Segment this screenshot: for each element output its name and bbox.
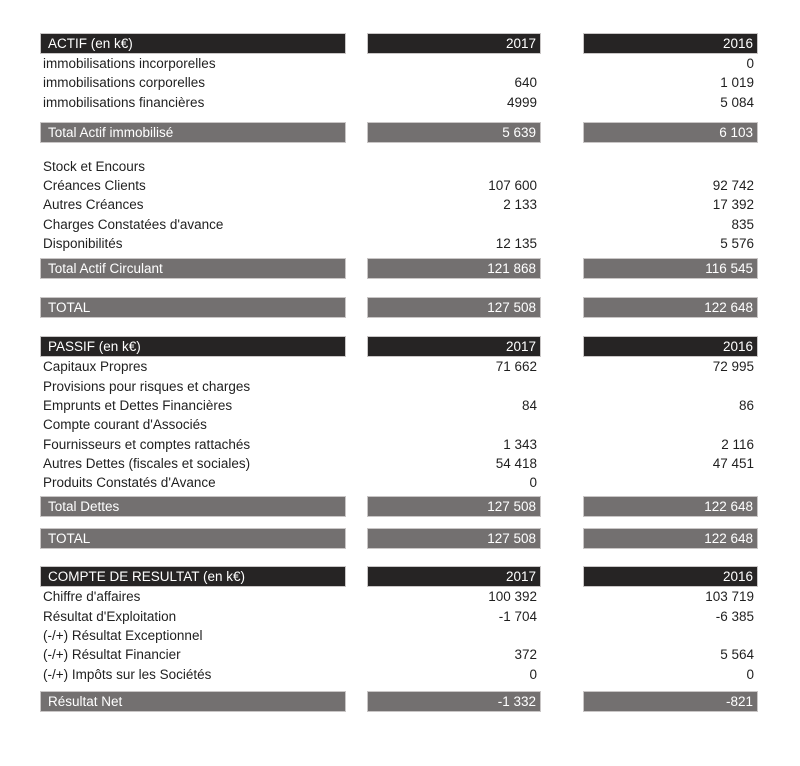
- table-row: [40, 645, 758, 664]
- value-2017: 121 868: [367, 258, 541, 279]
- value-2016: 0: [746, 666, 754, 682]
- column-gap: [346, 157, 367, 176]
- column-gap: [541, 587, 583, 606]
- value-2016: 5 564: [720, 647, 754, 663]
- table-row: [40, 665, 758, 684]
- value-2016: 103 719: [705, 589, 754, 605]
- value-2016: 6 103: [583, 122, 758, 143]
- year-header-2017: 2017: [367, 336, 541, 357]
- value-2016: 5 576: [720, 236, 754, 252]
- column-gap: [346, 496, 367, 517]
- column-gap: [346, 195, 367, 214]
- column-gap: [346, 357, 367, 376]
- column-gap: [541, 454, 583, 473]
- table-row: [40, 215, 758, 234]
- column-gap: [541, 234, 583, 253]
- year-header-2016: 2016: [583, 566, 758, 587]
- value-2016: 86: [738, 397, 754, 413]
- value-2016: 122 648: [583, 297, 758, 318]
- column-gap: [346, 665, 367, 684]
- value-2017: 372: [514, 647, 537, 663]
- value-2017: 127 508: [367, 496, 541, 517]
- table-row: [40, 454, 758, 473]
- row-spacer: [0, 279, 800, 297]
- value-2016: 2 116: [721, 436, 754, 452]
- value-2016: [583, 415, 758, 434]
- column-gap: [541, 691, 583, 712]
- value-2016: [583, 377, 758, 396]
- column-gap: [346, 566, 367, 587]
- value-2017: 12 135: [495, 236, 537, 252]
- section-title: PASSIF (en k€): [40, 336, 346, 357]
- value-2017: 2 133: [503, 197, 537, 213]
- column-gap: [541, 665, 583, 684]
- value-2017: 4999: [506, 94, 537, 110]
- row-label: Résultat Net: [40, 691, 346, 712]
- column-gap: [346, 528, 367, 549]
- column-gap: [346, 122, 367, 143]
- column-gap: [541, 415, 583, 434]
- value-2017: [367, 215, 541, 234]
- column-gap: [346, 93, 367, 112]
- row-label: Produits Constatés d'Avance: [43, 475, 216, 491]
- total-row: [40, 528, 758, 549]
- value-2017: [367, 54, 541, 73]
- column-gap: [541, 566, 583, 587]
- column-gap: [541, 195, 583, 214]
- column-gap: [346, 215, 367, 234]
- value-2017: [367, 626, 541, 645]
- row-spacer: [0, 318, 800, 336]
- column-gap: [541, 607, 583, 626]
- row-label: Fournisseurs et comptes rattachés: [43, 436, 251, 452]
- column-gap: [541, 645, 583, 664]
- table-row: [40, 176, 758, 195]
- total-row: [40, 691, 758, 712]
- table-row: [40, 415, 758, 434]
- column-gap: [541, 258, 583, 279]
- column-gap: [541, 73, 583, 92]
- column-gap: [346, 54, 367, 73]
- row-label: Capitaux Propres: [43, 359, 148, 375]
- table-row: [40, 377, 758, 396]
- column-gap: [541, 626, 583, 645]
- value-2017: 100 392: [488, 589, 537, 605]
- column-gap: [346, 607, 367, 626]
- total-row: [40, 496, 758, 517]
- table-row: [40, 396, 758, 415]
- table-row: [40, 357, 758, 376]
- value-2017: [367, 377, 541, 396]
- total-row: [40, 122, 758, 143]
- section-header-row: [40, 336, 758, 357]
- column-gap: [541, 528, 583, 549]
- row-spacer: [0, 684, 800, 691]
- row-label: immobilisations corporelles: [43, 75, 206, 91]
- column-gap: [346, 234, 367, 253]
- value-2016: -821: [583, 691, 758, 712]
- value-2016: 835: [731, 216, 754, 232]
- row-spacer: [0, 112, 800, 122]
- value-2016: [583, 626, 758, 645]
- value-2017: 127 508: [367, 528, 541, 549]
- value-2017: 71 662: [495, 359, 537, 375]
- column-gap: [541, 336, 583, 357]
- column-gap: [346, 396, 367, 415]
- total-row: [40, 258, 758, 279]
- column-gap: [541, 157, 583, 176]
- value-2016: 0: [746, 56, 754, 71]
- total-row: [40, 297, 758, 318]
- value-2016: [583, 473, 758, 492]
- row-label: Autres Dettes (fiscales et sociales): [43, 455, 251, 471]
- row-spacer: [0, 549, 800, 566]
- column-gap: [346, 645, 367, 664]
- value-2016: [583, 157, 758, 176]
- column-gap: [541, 33, 583, 54]
- year-header-2016: 2016: [583, 336, 758, 357]
- value-2016: 1 019: [720, 75, 754, 91]
- value-2017: 54 418: [495, 455, 537, 471]
- row-label: (-/+) Résultat Exceptionnel: [43, 628, 203, 644]
- value-2016: 122 648: [583, 528, 758, 549]
- column-gap: [346, 73, 367, 92]
- column-gap: [346, 691, 367, 712]
- column-gap: [541, 215, 583, 234]
- row-spacer: [0, 517, 800, 528]
- table-row: [40, 626, 758, 645]
- column-gap: [346, 297, 367, 318]
- column-gap: [346, 415, 367, 434]
- column-gap: [541, 122, 583, 143]
- column-gap: [346, 377, 367, 396]
- column-gap: [346, 626, 367, 645]
- value-2017: 5 639: [367, 122, 541, 143]
- year-header-2017: 2017: [367, 566, 541, 587]
- row-spacer: [0, 143, 800, 157]
- value-2017: 640: [514, 75, 537, 91]
- table-row: [40, 157, 758, 176]
- table-row: [40, 234, 758, 253]
- column-gap: [346, 473, 367, 492]
- row-label: Disponibilités: [43, 236, 123, 252]
- column-gap: [541, 93, 583, 112]
- value-2017: -1 704: [498, 608, 537, 624]
- value-2016: 5 084: [720, 94, 754, 110]
- row-label: Stock et Encours: [43, 158, 146, 174]
- value-2017: 1 343: [503, 436, 537, 452]
- column-gap: [346, 336, 367, 357]
- statement-body: [0, 33, 800, 712]
- column-gap: [346, 435, 367, 454]
- column-gap: [346, 33, 367, 54]
- column-gap: [346, 587, 367, 606]
- row-label: (-/+) Impôts sur les Sociétés: [43, 666, 212, 682]
- row-label: Total Dettes: [40, 496, 346, 517]
- row-label: Emprunts et Dettes Financières: [43, 397, 233, 413]
- value-2016: 92 742: [712, 178, 754, 194]
- row-label: immobilisations financières: [43, 94, 205, 110]
- value-2016: -6 385: [715, 608, 754, 624]
- value-2017: [367, 415, 541, 434]
- section-title: ACTIF (en k€): [40, 33, 346, 54]
- table-row: [40, 587, 758, 606]
- value-2017: 84: [521, 397, 537, 413]
- table-row: [40, 54, 758, 73]
- row-label: Total Actif Circulant: [40, 258, 346, 279]
- value-2016: 47 451: [712, 455, 754, 471]
- column-gap: [541, 357, 583, 376]
- year-header-2016: 2016: [583, 33, 758, 54]
- column-gap: [346, 176, 367, 195]
- table-row: [40, 93, 758, 112]
- table-row: [40, 435, 758, 454]
- column-gap: [541, 496, 583, 517]
- column-gap: [541, 54, 583, 73]
- column-gap: [541, 297, 583, 318]
- year-header-2017: 2017: [367, 33, 541, 54]
- section-title: COMPTE DE RESULTAT (en k€): [40, 566, 346, 587]
- column-gap: [541, 473, 583, 492]
- value-2017: [367, 157, 541, 176]
- row-label: Autres Créances: [43, 197, 144, 213]
- value-2017: 127 508: [367, 297, 541, 318]
- section-header-row: [40, 566, 758, 587]
- row-label: Provisions pour risques et charges: [43, 378, 251, 394]
- value-2016: 72 995: [712, 359, 754, 375]
- value-2017: 0: [529, 666, 537, 682]
- row-label: immobilisations incorporelles: [43, 56, 216, 71]
- column-gap: [346, 454, 367, 473]
- column-gap: [541, 176, 583, 195]
- table-row: [40, 607, 758, 626]
- value-2017: 107 600: [488, 178, 537, 194]
- row-label: Chiffre d'affaires: [43, 589, 141, 605]
- row-label: TOTAL: [40, 528, 346, 549]
- row-label: TOTAL: [40, 297, 346, 318]
- table-row: [40, 473, 758, 492]
- value-2017: -1 332: [367, 691, 541, 712]
- value-2017: 0: [529, 475, 537, 491]
- section-header-row: [40, 33, 758, 54]
- row-label: (-/+) Résultat Financier: [43, 647, 181, 663]
- column-gap: [541, 435, 583, 454]
- row-label: Résultat d'Exploitation: [43, 608, 177, 624]
- table-row: [40, 195, 758, 214]
- column-gap: [541, 377, 583, 396]
- value-2016: 122 648: [583, 496, 758, 517]
- row-label: Charges Constatées d'avance: [43, 216, 224, 232]
- row-label: Créances Clients: [43, 178, 146, 194]
- table-row: [40, 73, 758, 92]
- column-gap: [541, 396, 583, 415]
- value-2016: 17 392: [712, 197, 754, 213]
- value-2016: 116 545: [583, 258, 758, 279]
- row-label: Compte courant d'Associés: [43, 417, 207, 433]
- column-gap: [346, 258, 367, 279]
- row-label: Total Actif immobilisé: [40, 122, 346, 143]
